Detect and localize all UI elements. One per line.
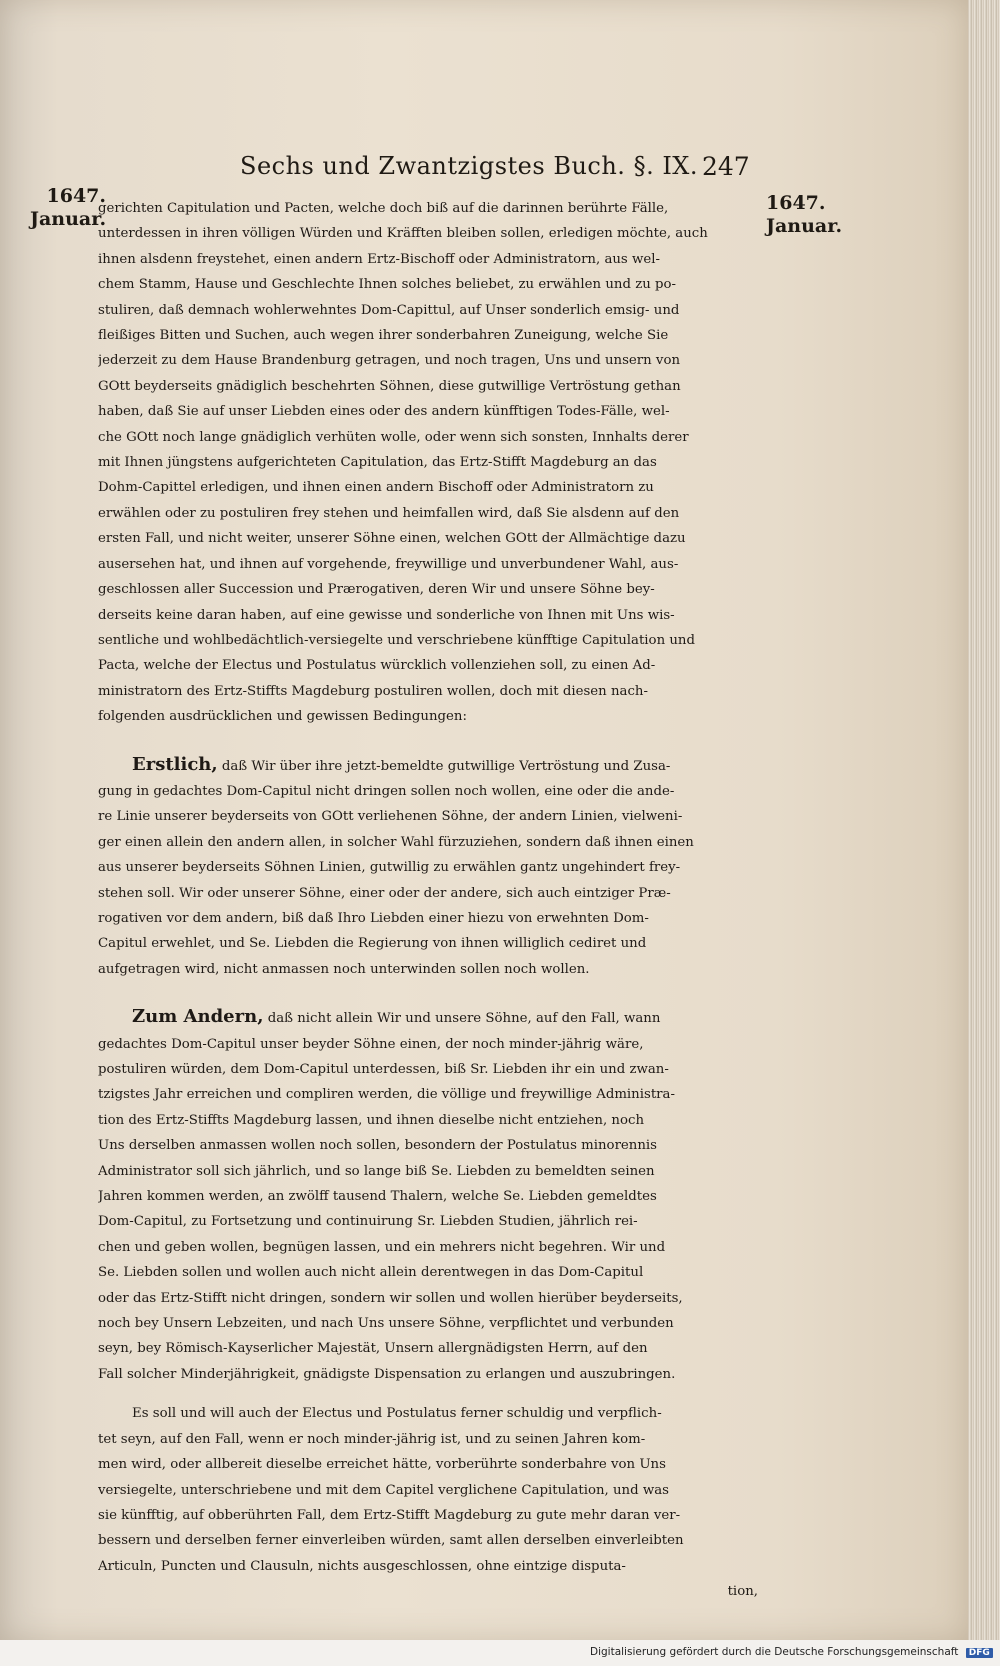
text-line: jederzeit zu dem Hause Brandenburg getragen, und noch tragen, Uns und unsern von	[98, 353, 681, 369]
text-line: erwählen oder zu postuliren frey stehen und heimfallen wird, daß Sie alsdenn auf den	[98, 505, 680, 521]
text-line: aufgetragen wird, nicht anmassen noch unterwinden sollen noch wollen.	[98, 961, 590, 977]
text-line: men wird, oder allbereit dieselbe erreichet hätte, vorberührte sonderbahre von Uns	[98, 1457, 666, 1473]
margin-year-left: 1647.	[46, 185, 106, 207]
text-line: Pacta, welche der Electus und Postulatus würcklich vollenziehen soll, zu einen Ad-	[98, 658, 656, 674]
text-line: Uns derselben anmassen wollen noch sollen, besondern der Postulatus minorennis	[98, 1138, 657, 1154]
text-line: versiegelte, unterschriebene und mit dem Capitel verglichene Capitulation, und was	[98, 1482, 669, 1498]
text-line: gerichten Capitulation und Pacten, welche doch biß auf die darinnen berührte Fälle,	[98, 201, 669, 216]
text-line: Fall solcher Minderjährigkeit, gnädigste Dispensation zu erlangen und auszubringen.	[98, 1366, 676, 1382]
text-line: gedachtes Dom-Capitul unser beyder Söhne einen, der noch minder-jährig wäre,	[98, 1036, 644, 1052]
text-line: rogativen vor dem andern, biß daß Ihro Liebden einer hiezu von erwehnten Dom-	[98, 910, 649, 926]
text-line: folgenden ausdrücklichen und gewissen Bedingungen:	[98, 709, 467, 725]
text-line: derseits keine daran haben, auf eine gewisse und sonderliche von Ihnen mit Uns wis-	[98, 607, 675, 623]
text-line: postuliren würden, dem Dom-Capitul unterdessen, biß Sr. Liebden ihr ein und zwan-	[98, 1062, 669, 1077]
page-number: 247	[702, 152, 750, 181]
paragraph-lead: Erstlich,	[132, 753, 218, 775]
text-line: tion des Ertz-Stiffts Magdeburg lassen, und ihnen dieselbe nicht entziehen, noch	[98, 1112, 645, 1128]
text-line: stehen soll. Wir oder unserer Söhne, einer oder der andere, sich auch eintziger Præ-	[98, 885, 671, 901]
text-line: Jahren kommen werden, an zwölff tausend Thalern, welche Se. Liebden gemeldtes	[98, 1189, 657, 1205]
dfg-logo: DFG	[966, 1648, 993, 1658]
text-line: chem Stamm, Hause und Geschlechte Ihnen solches beliebet, zu erwählen und zu po-	[98, 277, 676, 293]
text-line: ger einen allein den andern allen, in solcher Wahl fürzuziehen, sondern daß ihnen einen	[98, 834, 694, 850]
body-text	[98, 196, 758, 1605]
paragraph-1	[98, 196, 758, 730]
margin-month-left: Januar.	[30, 208, 107, 230]
text-line: chen und geben wollen, begnügen lassen, und ein mehrers nicht begehren. Wir und	[98, 1239, 666, 1255]
text-line: unterdessen in ihren völligen Würden und Kräfften bleiben sollen, erledigen möchte, auch	[98, 226, 708, 242]
line-text: daß Wir über ihre jetzt-bemeldte gutwillige Vertröstung und Zusa-	[217, 758, 671, 774]
text-line: sentliche und wohlbedächtlich-versiegelte und verschriebene künfftige Capitulation und	[98, 632, 695, 648]
margin-note-left	[30, 185, 106, 231]
text-line	[98, 752, 758, 779]
paragraph-lead: Zum Andern,	[132, 1006, 264, 1028]
paragraph-4	[98, 1401, 758, 1579]
text-line: ersten Fall, und nicht weiter, unserer Söhne einen, welchen GOtt der Allmächtige dazu	[98, 531, 686, 547]
margin-note-right	[766, 192, 846, 238]
text-line: ihnen alsdenn freystehet, einen andern Ertz-Bischoff oder Administratorn, aus wel-	[98, 251, 660, 267]
text-line: gung in gedachtes Dom-Capitul nicht dringen sollen noch wollen, eine oder die ande-	[98, 783, 675, 799]
text-line: mit Ihnen jüngstens aufgerichteten Capitulation, das Ertz-Stifft Magdeburg an das	[98, 455, 657, 471]
running-header: Sechs und Zwantzigstes Buch. §. IX.	[240, 152, 699, 180]
text-line: sie künfftig, auf obberührten Fall, dem Ertz-Stifft Magdeburg zu gute mehr daran ver-	[98, 1507, 681, 1523]
text-line: fleißiges Bitten und Suchen, auch wegen ihrer sonderbahren Zuneigung, welche Sie	[98, 328, 669, 344]
text-line: GOtt beyderseits gnädiglich beschehrten Söhnen, diese gutwillige Vertröstung gethan	[98, 378, 681, 394]
digitization-credit	[590, 1646, 996, 1664]
text-line: oder das Ertz-Stifft nicht dringen, sondern wir sollen und wollen hierüber beyderseits,	[98, 1290, 683, 1306]
page-edges	[968, 0, 1000, 1640]
text-line: ministratorn des Ertz-Stiffts Magdeburg postuliren wollen, doch mit diesen nach-	[98, 683, 648, 699]
text-line	[98, 1004, 758, 1031]
text-line: che GOtt noch lange gnädiglich verhüten wolle, oder wenn sich sonsten, Innhalts derer	[98, 429, 689, 445]
text-line: Articuln, Puncten und Clausuln, nichts ausgeschlossen, ohne eintzige disputa-	[98, 1558, 626, 1574]
text-line: tzigstes Jahr erreichen und compliren werden, die völlige und freywillige Administra-	[98, 1087, 675, 1103]
text-line: Administrator soll sich jährlich, und so lange biß Se. Liebden zu bemeldten seinen	[98, 1163, 655, 1179]
margin-month-right: Januar.	[766, 215, 843, 237]
text-line: re Linie unserer beyderseits von GOtt verliehenen Söhne, der andern Linien, vielweni-	[98, 809, 683, 825]
credit-text: Digitalisierung gefördert durch die Deutsche Forschungsgemeinschaft	[590, 1646, 959, 1658]
text-line: noch bey Unsern Lebzeiten, und nach Uns unsere Söhne, verpflichtet und verbunden	[98, 1316, 674, 1332]
text-line: stuliren, daß demnach wohlerwehntes Dom-Capittul, auf Unser sonderlich emsig- und	[98, 302, 680, 318]
text-line: Dohm-Capittel erledigen, und ihnen einen andern Bischoff oder Administratorn zu	[98, 480, 654, 496]
text-line: ausersehen hat, und ihnen auf vorgehende, freywillige und unverbundener Wahl, aus-	[98, 556, 679, 572]
text-line: geschlossen aller Succession und Prærogativen, deren Wir und unsere Söhne bey-	[98, 582, 655, 598]
text-line: haben, daß Sie auf unser Liebden eines oder des andern künfftigen Todes-Fälle, wel-	[98, 404, 670, 420]
paragraph-3	[98, 1004, 758, 1387]
catchword: tion,	[727, 1584, 758, 1600]
paragraph-2	[98, 752, 758, 983]
margin-year-right: 1647.	[766, 192, 826, 214]
text-line: bessern und derselben ferner einverleiben würden, samt allen derselben einverleibten	[98, 1533, 684, 1549]
text-line: seyn, bey Römisch-Kayserlicher Majestät, Unsern allergnädigsten Herrn, auf den	[98, 1341, 648, 1357]
text-line: Dom-Capitul, zu Fortsetzung und continuirung Sr. Liebden Studien, jährlich rei-	[98, 1214, 638, 1230]
line-text: daß nicht allein Wir und unsere Söhne, auf den Fall, wann	[263, 1011, 661, 1027]
text-line: Es soll und will auch der Electus und Postulatus ferner schuldig und verpflich-	[132, 1406, 662, 1422]
text-line: tet seyn, auf den Fall, wenn er noch minder-jährig ist, und zu seinen Jahren kom-	[98, 1431, 646, 1447]
text-line: aus unserer beyderseits Söhnen Linien, gutwillig zu erwählen gantz ungehindert frey-	[98, 860, 681, 876]
text-line: Se. Liebden sollen und wollen auch nicht allein derentwegen in das Dom-Capitul	[98, 1265, 644, 1281]
text-line: Capitul erwehlet, und Se. Liebden die Regierung von ihnen williglich cediret und	[98, 936, 647, 952]
